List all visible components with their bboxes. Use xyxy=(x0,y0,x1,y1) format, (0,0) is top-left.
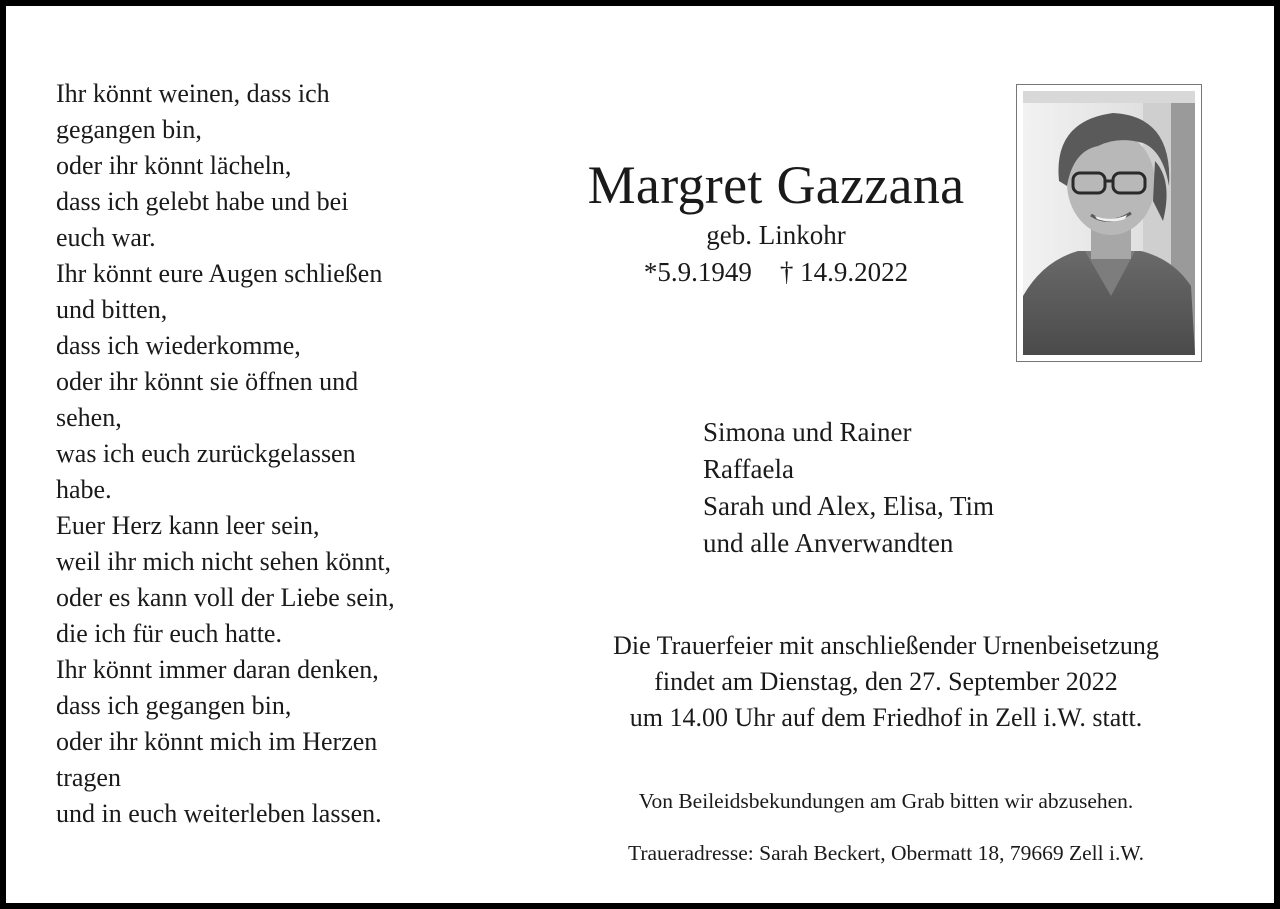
mourner-line: Raffaela xyxy=(703,454,794,484)
mourning-address: Traueradresse: Sarah Beckert, Obermatt 18, 79669 Zell i.W. xyxy=(627,841,1145,865)
poem-line: sehen, xyxy=(56,403,122,432)
mourner-line: und alle Anverwandten xyxy=(703,528,954,558)
portrait-photo-icon xyxy=(1023,91,1195,355)
poem-line: oder ihr könnt lächeln, xyxy=(56,151,292,180)
mourner-line: Simona und Rainer xyxy=(703,417,912,447)
poem-line: habe. xyxy=(56,475,112,504)
poem xyxy=(56,76,496,832)
poem-line: oder es kann voll der Liebe sein, xyxy=(56,583,395,612)
poem-line: Euer Herz kann leer sein, xyxy=(56,511,320,540)
poem-line: weil ihr mich nicht sehen könnt, xyxy=(56,547,392,576)
birth-date: *5.9.1949 xyxy=(643,257,752,287)
funeral-service-info xyxy=(506,628,1266,736)
poem-line: und in euch weiterleben lassen. xyxy=(56,799,382,828)
poem-line: was ich euch zurückgelassen xyxy=(56,439,356,468)
mourners-list xyxy=(703,414,994,562)
condolence-note: Von Beileidsbekundungen am Grab bitten wir abzusehen. xyxy=(638,789,1134,813)
poem-line: und bitten, xyxy=(56,295,168,324)
life-dates xyxy=(536,252,1016,292)
deceased-header xyxy=(536,154,1016,292)
poem-line: Ihr könnt weinen, dass ich xyxy=(56,79,330,108)
poem-line: dass ich gelebt habe und bei xyxy=(56,187,349,216)
poem-line: Ihr könnt immer daran denken, xyxy=(56,655,379,684)
death-date: † 14.9.2022 xyxy=(779,257,909,287)
service-line: um 14.00 Uhr auf dem Friedhof in Zell i.W. statt. xyxy=(629,703,1143,732)
poem-line: oder ihr könnt mich im Herzen xyxy=(56,727,378,756)
poem-line: tragen xyxy=(56,763,121,792)
poem-line: euch war. xyxy=(56,223,156,252)
portrait-frame xyxy=(1016,84,1202,362)
poem-line: gegangen bin, xyxy=(56,115,202,144)
birth-name: geb. Linkohr xyxy=(706,220,846,250)
poem-line: dass ich gegangen bin, xyxy=(56,691,292,720)
mourner-line: Sarah und Alex, Elisa, Tim xyxy=(703,491,995,521)
service-line: Die Trauerfeier mit anschließender Urnenbeisetzung xyxy=(613,631,1159,660)
poem-line: oder ihr könnt sie öffnen und xyxy=(56,367,359,396)
poem-line: Ihr könnt eure Augen schließen xyxy=(56,259,383,288)
poem-line: die ich für euch hatte. xyxy=(56,619,282,648)
deceased-name: Margret Gazzana xyxy=(587,155,965,215)
service-line: findet am Dienstag, den 27. September 2022 xyxy=(654,667,1118,696)
poem-line: dass ich wiederkomme, xyxy=(56,331,301,360)
